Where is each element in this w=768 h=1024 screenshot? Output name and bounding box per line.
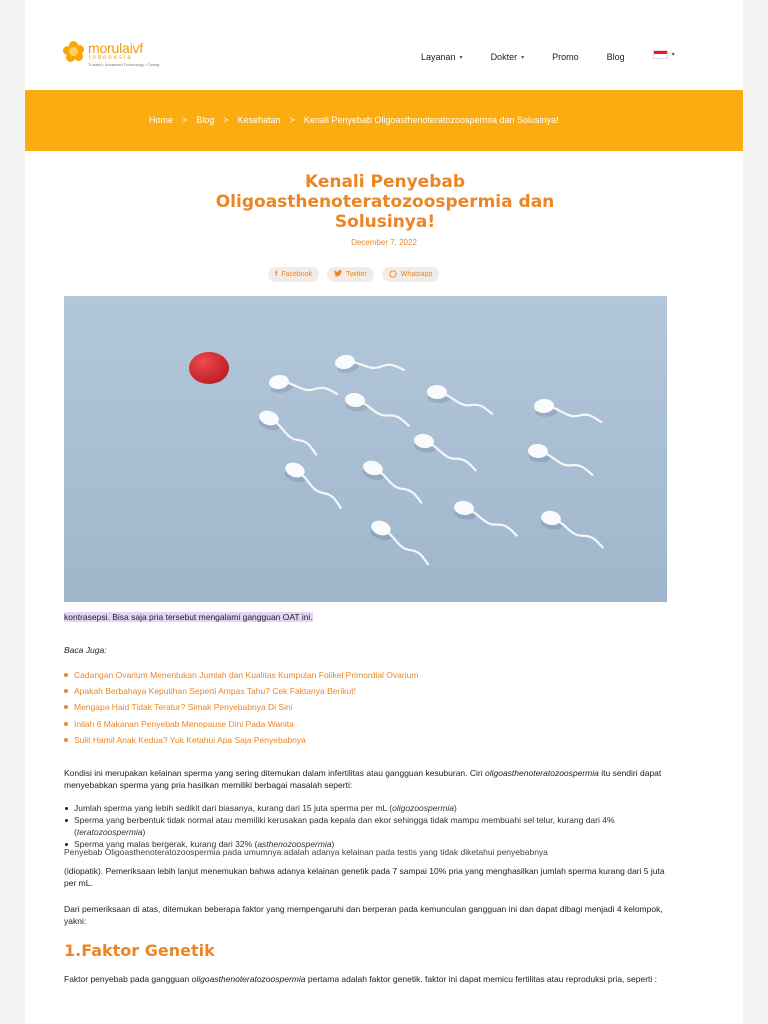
share-label: Twitter xyxy=(346,271,367,278)
site-header xyxy=(25,0,743,90)
morula-logo[interactable] xyxy=(63,41,159,68)
list-item xyxy=(64,814,669,838)
highlight-text: kontrasepsi. Bisa saja pria tersebut mengalami gangguan OAT ini. xyxy=(64,612,313,622)
paragraph-intro xyxy=(64,767,669,791)
term: asthenozoospermia xyxy=(257,839,332,849)
paragraph-faktor: Dari pemeriksaan di atas, ditemukan beberapa faktor yang mempengaruhi dan berperan pada kemunculan gangguan ini dan dapat dibagi menjadi 4 kelompok, yakni: xyxy=(64,904,663,926)
nav-label: Layanan xyxy=(421,52,456,62)
term: oligoasthenoteratozoospermia xyxy=(191,974,306,984)
problem-list xyxy=(64,802,669,850)
related-link[interactable]: Mengapa Haid Tidak Teratur? Simak Penyebabnya Di Sini xyxy=(64,699,669,715)
text: itu sendiri dapat menyebabkan sperma yang pria hasilkan memiliki berbagai masalah seperti: xyxy=(64,768,662,790)
facebook-icon: f xyxy=(275,271,278,278)
chevron-down-icon: ▾ xyxy=(521,54,525,61)
nav-promo[interactable] xyxy=(552,52,579,62)
sperma-illustration xyxy=(64,296,667,602)
text: Sperma yang berbentuk tidak normal atau memiliki kerusakan pada kepala dan ekor sehingga tidak mampu membuahi sel telur, kurang dari 4% ( xyxy=(74,815,615,837)
article-title xyxy=(165,172,605,232)
text: pertama adalah faktor genetik. faktor ini dapat memicu fertilitas atau reproduksi pria, seperti : xyxy=(305,974,658,984)
logo-flower-icon xyxy=(63,41,85,63)
chevron-right-icon: > xyxy=(182,115,188,125)
text: Jumlah sperma yang lebih sedikit dari biasanya, kurang dari 15 juta sperma per mL ( xyxy=(74,803,393,813)
title-line: Solusinya! xyxy=(334,212,436,232)
paragraph-idiopatik: (idiopatik). Pemeriksaan lebih lanjut menemukan bahwa adanya kelainan genetik pada 7 sampai 10% pria yang menghasilkan jumlah sperma kurang dari 5 juta per mL. xyxy=(64,866,665,888)
nav-label: Dokter xyxy=(490,52,518,62)
list-item xyxy=(64,802,669,814)
indonesia-flag-icon xyxy=(653,50,668,59)
twitter-icon xyxy=(334,270,342,279)
term: teratozoospermia xyxy=(76,827,143,837)
breadcrumb-band xyxy=(25,90,743,151)
nav-label: Promo xyxy=(552,52,579,62)
breadcrumb-kesehatan[interactable]: Kesehatan xyxy=(237,115,281,125)
chevron-down-icon: ▾ xyxy=(459,54,463,61)
text: ) xyxy=(331,839,335,849)
nav-dokter[interactable] xyxy=(491,52,525,62)
related-link[interactable]: Cadangan Ovarium Menentukan Jumlah dan Kualitas Kumpulan Folikel Primordial Ovarium xyxy=(64,667,669,683)
hero-image xyxy=(64,296,667,602)
page xyxy=(25,0,743,1024)
nav-blog[interactable] xyxy=(607,52,625,62)
breadcrumb-current: Kenali Penyebab Oligoasthenoteratozoospermia dan Solusinya! xyxy=(303,115,559,125)
share-bar xyxy=(268,267,447,282)
related-links xyxy=(64,667,669,748)
breadcrumb-blog[interactable]: Blog xyxy=(196,115,215,125)
article-date: December 7, 2022 xyxy=(351,238,417,247)
logo-name: morulaivf xyxy=(88,40,143,56)
whatsapp-icon xyxy=(389,270,397,280)
chevron-right-icon: > xyxy=(289,115,295,125)
share-whatsapp-button[interactable] xyxy=(382,267,440,282)
related-link[interactable]: Apakah Berbahaya Keputihan Seperti Ampas Tahu? Cek Faktanya Berikut! xyxy=(64,683,669,699)
language-switcher[interactable] xyxy=(653,50,675,59)
title-line: Kenali Penyebab xyxy=(304,172,466,192)
share-facebook-button[interactable] xyxy=(268,267,319,282)
paragraph-genetik xyxy=(64,973,669,985)
logo-tagline: Trusted • Advanced Technology • Caring xyxy=(88,62,160,67)
breadcrumb xyxy=(149,115,559,125)
term: oligozoospermia xyxy=(392,803,455,813)
highlight-paragraph xyxy=(64,611,669,623)
term: oligoasthenoteratozoospermia xyxy=(485,768,599,778)
chevron-down-icon: ▾ xyxy=(671,51,675,58)
main-nav xyxy=(421,52,703,62)
share-label: Whatsapp xyxy=(400,271,433,278)
related-link[interactable]: Inilah 6 Makanan Penyebab Menopause Dini Pada Wanita xyxy=(64,716,669,732)
text: Sperma yang malas bergerak, kurang dari 32% ( xyxy=(74,839,258,849)
related-link[interactable]: Sulit Hamil Anak Kedua? Yuk Ketahui Apa Saja Penyebabnya xyxy=(64,732,669,748)
text: Kondisi ini merupakan kelainan sperma yang sering ditemukan dalam infertilitas atau gangguan kesuburan. Ciri xyxy=(64,768,485,778)
share-twitter-button[interactable] xyxy=(327,267,374,282)
chevron-right-icon: > xyxy=(223,115,229,125)
share-label: Facebook xyxy=(281,271,313,278)
clipped-line xyxy=(64,847,669,865)
text: Penyebab Oligoasthenoteratozoospermia pada umumnya adalah adanya kelainan pada testis yang tidak diketahui penyebabnya xyxy=(64,847,548,857)
section-heading: 1.Faktor Genetik xyxy=(64,941,215,960)
baca-juga-label: Baca Juga: xyxy=(64,645,107,655)
nav-label: Blog xyxy=(606,52,625,62)
text: Faktor penyebab pada gangguan xyxy=(64,974,192,984)
text: ) xyxy=(454,803,457,813)
title-line: Oligoasthenoteratozoospermia dan xyxy=(215,192,555,212)
nav-layanan[interactable] xyxy=(421,52,463,62)
logo-sub: indonesia xyxy=(89,55,133,61)
egg-cell xyxy=(189,352,229,384)
text: ) xyxy=(142,827,146,837)
breadcrumb-home[interactable]: Home xyxy=(149,115,174,125)
